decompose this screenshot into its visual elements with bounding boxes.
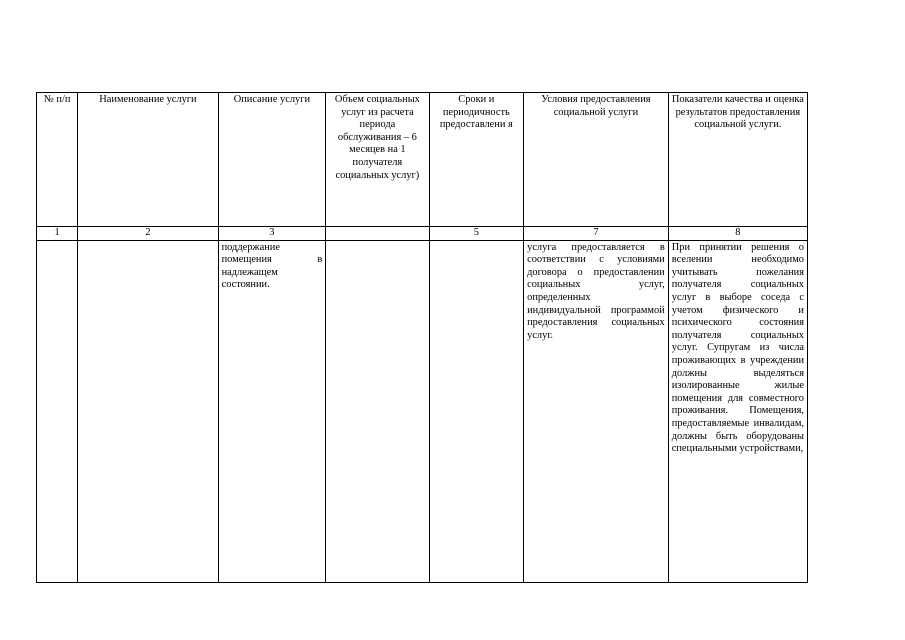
column-number: 1 [37, 227, 78, 241]
cell-service-name [78, 240, 218, 582]
column-number: 3 [218, 227, 326, 241]
column-number [326, 227, 429, 241]
services-table [36, 92, 808, 583]
table-row [37, 240, 808, 582]
column-number: 8 [668, 227, 807, 241]
column-number-row [37, 227, 808, 241]
cell-conditions: услуга предоставляется в соответствии с условиями договора о предоставлении социальных услуг, определенных индивидуальной программой предоставления социальных услуг. [524, 240, 669, 582]
header-row [37, 93, 808, 227]
header-terms: Сроки и периодичность предоставлени я [429, 93, 524, 227]
cell-quality-indicators: При принятии решения о вселении необходимо учитывать пожелания получателя социальных услуг в выборе соседа с учетом физического и психического состояния получателя социальных услуг. Супругам из числа проживающих в учреждении должны выделяться изолированные жилые помещения для совместного проживания. Помещения, предоставляемые инвалидам, должны быть оборудованы специальными устройствами, [668, 240, 807, 582]
header-number: № п/п [37, 93, 78, 227]
column-number: 5 [429, 227, 524, 241]
cell-volume [326, 240, 429, 582]
header-quality-indicators: Показатели качества и оценка результатов предоставления социальной услуги. [668, 93, 807, 227]
cell-number [37, 240, 78, 582]
header-volume: Объем социальных услуг из расчета периода обслуживания – 6 месяцев на 1 получателя социальных услуг) [326, 93, 429, 227]
header-service-description: Описание услуги [218, 93, 326, 227]
column-number: 7 [524, 227, 669, 241]
column-number: 2 [78, 227, 218, 241]
header-service-name: Наименование услуги [78, 93, 218, 227]
cell-service-description: поддержание помещения в надлежащем состоянии. [218, 240, 326, 582]
cell-terms [429, 240, 524, 582]
header-conditions: Условия предоставления социальной услуги [524, 93, 669, 227]
